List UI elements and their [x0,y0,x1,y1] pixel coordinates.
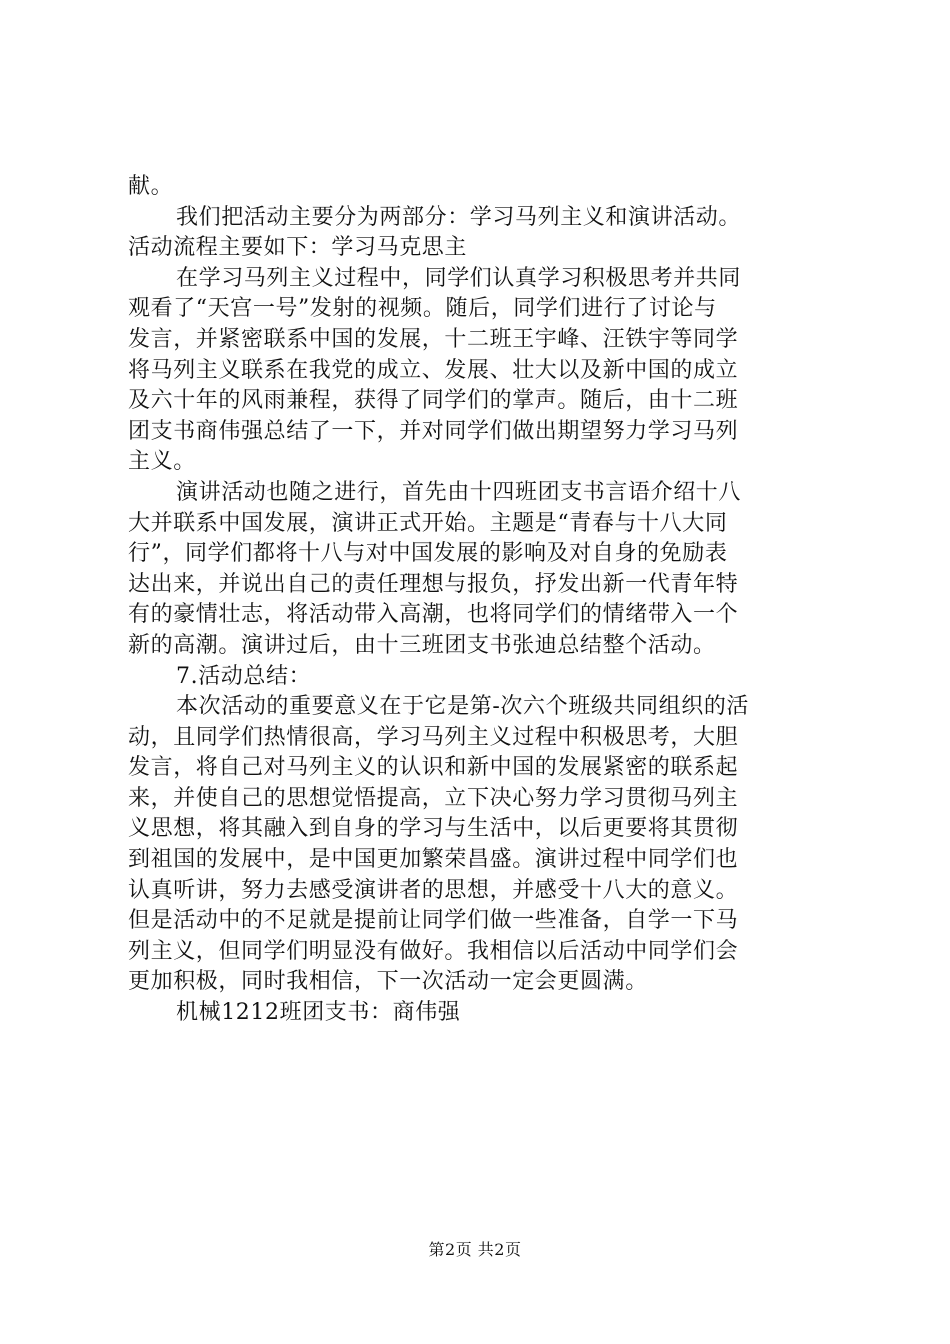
text-line: 但是活动中的不足就是提前让同学们做一些准备，自学一下马 [128,908,739,934]
text-line: 动，且同学们热情很高，学习马列主义过程中积极思考，大胆 [128,724,739,750]
text-line: 达出来，并说出自己的责任理想与报负，抒发出新一代青年特 [128,571,739,597]
text-line: 发言，并紧密联系中国的发展，十二班王宇峰、汪铁宇等同学 [128,326,739,352]
document-body [128,172,833,1029]
text-line: 更加积极，同时我相信，下一次活动一定会更圆满。 [128,969,648,995]
text-line: 在学习马列主义过程中，同学们认真学习积极思考并共同 [176,265,742,291]
text-line: 发言，将自己对马列主义的认识和新中国的发展紧密的联系起 [128,755,739,781]
text-line: 机械1212班团支书：商伟强 [176,1000,461,1026]
text-line: 主义。 [128,449,196,475]
text-line: 我们把活动主要分为两部分：学习马列主义和演讲活动。 [176,204,742,230]
text-line: 义思想，将其融入到自身的学习与生活中，以后更要将其贯彻 [128,816,739,842]
text-line: 将马列主义联系在我党的成立、发展、壮大以及新中国的成立 [128,357,739,383]
text-line: 活动流程主要如下：学习马克思主 [128,235,468,261]
page-footer: 第2页 共2页 [428,1240,522,1259]
text-line: 来，并使自己的思想觉悟提高，立下决心努力学习贯彻马列主 [128,785,739,811]
text-line: 大并联系中国发展，演讲正式开始。主题是“青春与十八大同 [128,510,728,536]
text-line: 献。 [128,174,174,199]
text-line: 有的豪情壮志，将活动带入高潮，也将同学们的情绪带入一个 [128,602,739,628]
text-line: 演讲活动也随之进行，首先由十四班团支书言语介绍十八 [176,479,742,505]
text-line: 到祖国的发展中，是中国更加繁荣昌盛。演讲过程中同学们也 [128,847,739,873]
text-line: 行”，同学们都将十八与对中国发展的影响及对自身的免励表 [128,541,728,567]
text-line: 观看了“天宫一号”发射的视频。随后，同学们进行了讨论与 [128,296,717,322]
text-line: 新的高潮。演讲过后，由十三班团支书张迪总结整个活动。 [128,632,716,658]
text-line: 及六十年的风雨兼程，获得了同学们的掌声。随后，由十二班 [128,388,739,414]
text-line: 团支书商伟强总结了一下，并对同学们做出期望努力学习马列 [128,418,739,444]
text-line: 认真听讲，努力去感受演讲者的思想，并感受十八大的意义。 [128,877,739,903]
text-line: 本次活动的重要意义在于它是第-次六个班级共同组织的活 [176,694,750,720]
text-line: 7.活动总结： [176,663,312,689]
text-line: 列主义，但同学们明显没有做好。我相信以后活动中同学们会 [128,938,739,964]
